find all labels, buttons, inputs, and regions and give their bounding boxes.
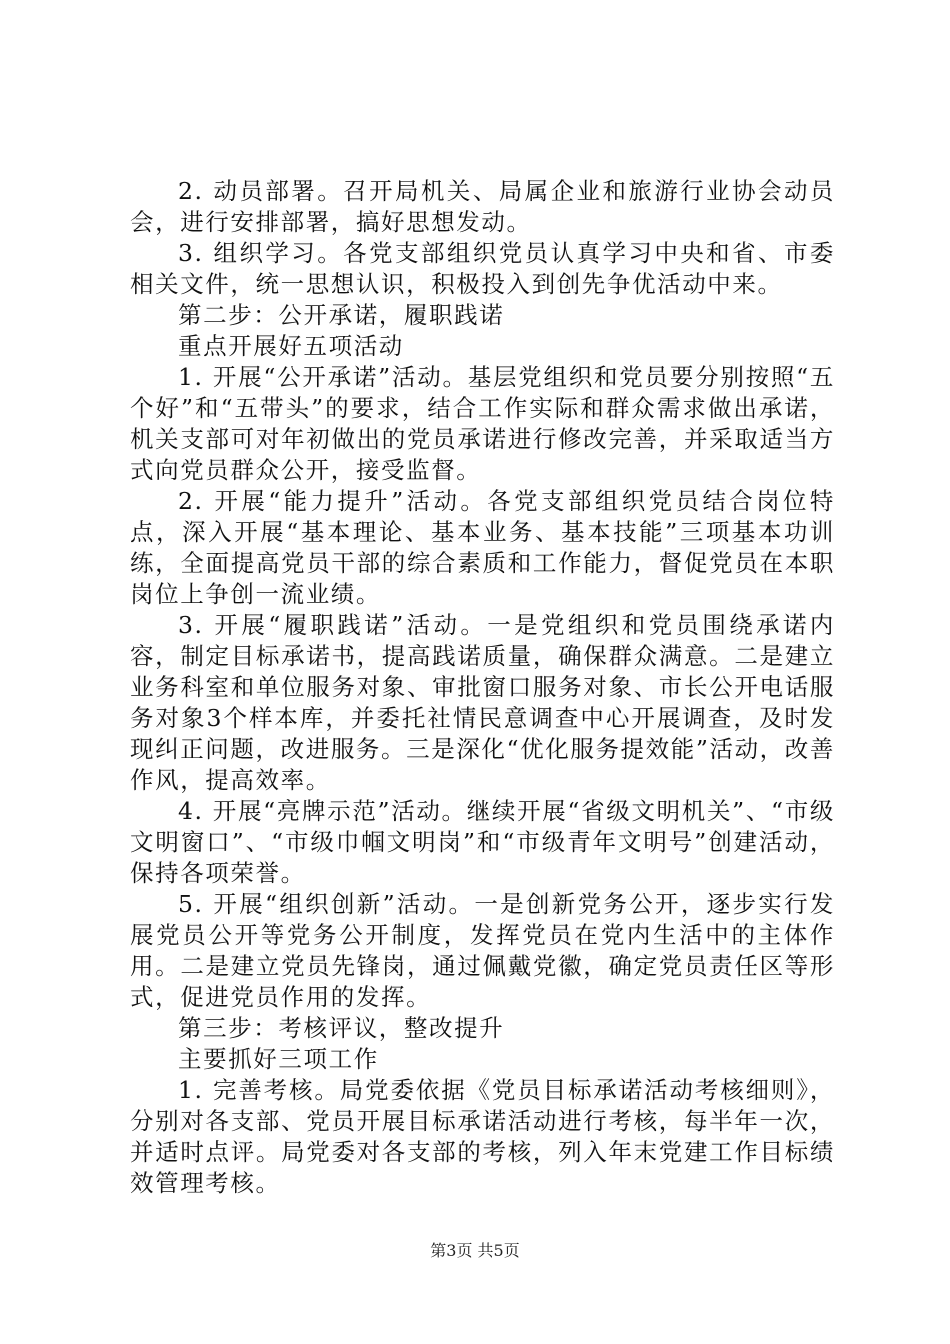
step-three-heading: 第三步：考核评议，整改提升 bbox=[178, 1014, 505, 1042]
step-two-subheading: 重点开展好五项活动 bbox=[178, 332, 404, 360]
paragraph-assessment: 1. 完善考核。局党委依据《党员目标承诺活动考核细则》，分别对各支部、党员开展目标承诺活动进行考核，每半年一次，并适时点评。局党委对各支部的考核，列入年末党建工作目标绩效管理考核。 bbox=[130, 1076, 835, 1197]
paragraph-demonstration: 4. 开展“亮牌示范”活动。继续开展“省级文明机关”、“市级文明窗口”、“市级巾帼文明岗”和“市级青年文明号”创建活动，保持各项荣誉。 bbox=[130, 797, 835, 887]
paragraph-innovation: 5. 开展“组织创新”活动。一是创新党务公开，逐步实行发展党员公开等党务公开制度，发挥党员在党内生活中的主体作用。二是建立党员先锋岗，通过佩戴党徽，确定党员责任区等形式，促进党员作用的发挥。 bbox=[130, 890, 835, 1011]
paragraph-public-commitment: 1. 开展“公开承诺”活动。基层党组织和党员要分别按照“五个好”和“五带头”的要求，结合工作实际和群众需求做出承诺，机关支部可对年初做出的党员承诺进行修改完善，并采取适当方式向党员群众公开，接受监督。 bbox=[130, 363, 835, 484]
paragraph-fulfillment: 3. 开展“履职践诺”活动。一是党组织和党员围绕承诺内容，制定目标承诺书，提高践诺质量，确保群众满意。二是建立业务科室和单位服务对象、审批窗口服务对象、市长公开电话服务对象3个样本库，并委托社情民意调查中心开展调查，及时发现纠正问题，改进服务。三是深化“优化服务提效能”活动，改善作风，提高效率。 bbox=[130, 611, 835, 794]
page-footer: 第3页 共5页 bbox=[430, 1241, 520, 1260]
paragraph-mobilization: 2. 动员部署。召开局机关、局属企业和旅游行业协会动员会，进行安排部署，搞好思想发动。 bbox=[130, 177, 835, 236]
document-body bbox=[130, 176, 835, 1199]
step-two-heading: 第二步：公开承诺，履职践诺 bbox=[178, 301, 505, 329]
paragraph-study: 3. 组织学习。各党支部组织党员认真学习中央和省、市委相关文件，统一思想认识，积极投入到创先争优活动中来。 bbox=[130, 239, 835, 298]
paragraph-capability: 2. 开展“能力提升”活动。各党支部组织党员结合岗位特点，深入开展“基本理论、基本业务、基本技能”三项基本功训练，全面提高党员干部的综合素质和工作能力，督促党员在本职岗位上争创一流业绩。 bbox=[130, 487, 835, 608]
step-three-subheading: 主要抓好三项工作 bbox=[178, 1045, 379, 1073]
